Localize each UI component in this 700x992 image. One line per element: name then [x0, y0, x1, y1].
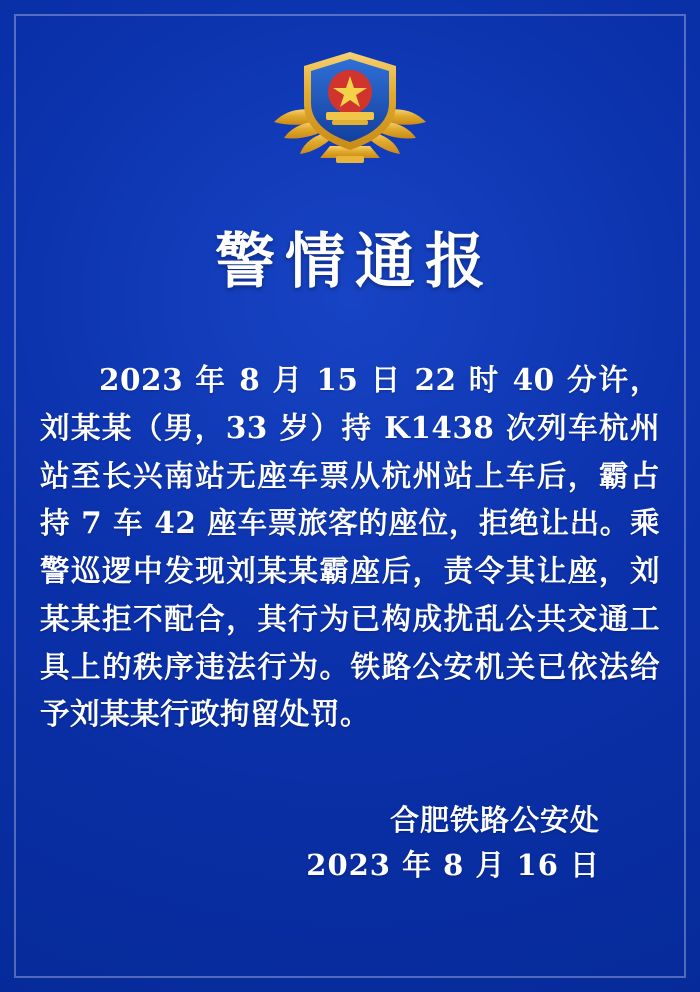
signature-date: 2023 年 8 月 16 日 [306, 848, 600, 883]
signature-block [40, 798, 660, 888]
signature-organization: 合肥铁路公安处 [389, 803, 600, 838]
police-badge-emblem-icon [262, 46, 438, 168]
notice-body-paragraph: 2023 年 8 月 15 日 22 时 40 分许，刘某某（男，33 岁）持 K1438 次列车杭州站至长兴南站无座车票从杭州站上车后，霸占持 7 车 42 座车票旅客的座位，拒绝让出。乘警巡逻中发现刘某某霸座后，责令其让座，刘某某拒不配合，其行为已构成扰乱公共交通工具上的秩序违法行为。铁路公安机关已依法给予刘某某行政拘留处罚。 [40, 362, 660, 732]
layout-spacer [40, 738, 660, 798]
emblem-container [40, 44, 660, 170]
notice-title: 警情通报 [215, 227, 495, 297]
notice-body [40, 356, 660, 738]
